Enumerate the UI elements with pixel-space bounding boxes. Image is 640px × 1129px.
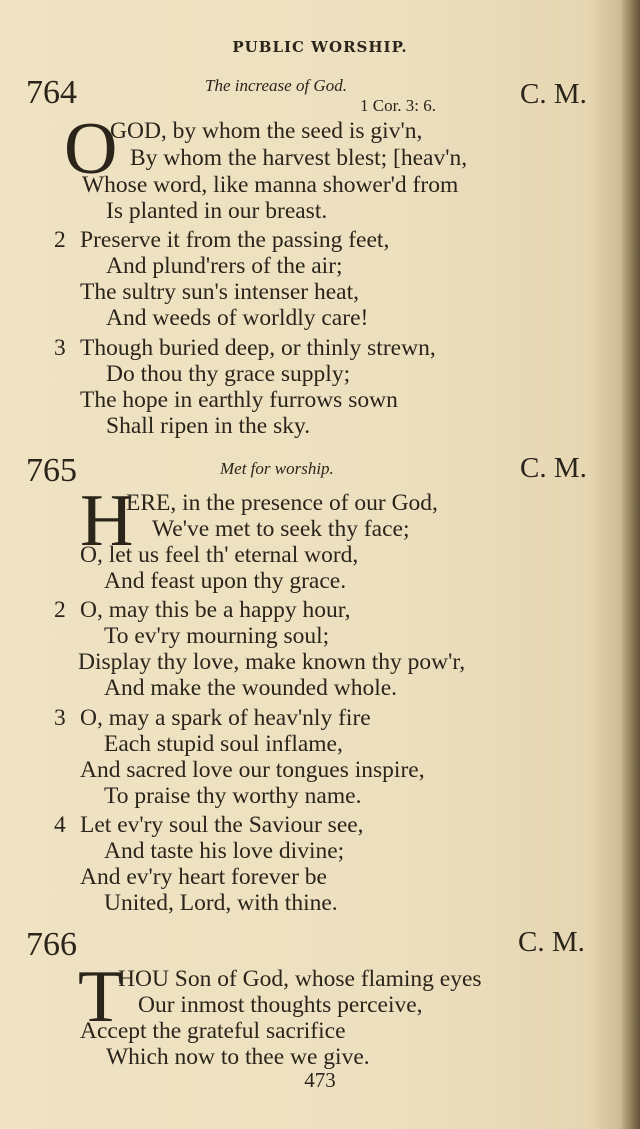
hymn-number-766: 766 bbox=[26, 926, 77, 963]
hymn-number-765: 765 bbox=[26, 452, 77, 489]
verse-line: Whose word, like manna shower'd from bbox=[82, 172, 459, 198]
verse-line: Display thy love, make known thy pow'r, bbox=[78, 649, 466, 675]
verse-line: Let ev'ry soul the Saviour see, bbox=[80, 812, 364, 838]
hymn-reference-764: 1 Cor. 3: 6. bbox=[360, 96, 437, 115]
verse-line: And plund'rers of the air; bbox=[106, 253, 343, 279]
verse-line: And feast upon thy grace. bbox=[104, 568, 347, 594]
page-edge-shadow bbox=[620, 0, 640, 1129]
verse-number: 2 bbox=[54, 227, 66, 253]
running-head: PUBLIC WORSHIP. bbox=[232, 38, 408, 56]
verse-line: ERE, in the presence of our God, bbox=[126, 490, 438, 516]
verse-line: By whom the harvest blest; [heav'n, bbox=[130, 145, 468, 171]
hymn-meter-765: C. M. bbox=[520, 452, 587, 484]
verse-line: And taste his love divine; bbox=[104, 838, 345, 864]
verse-line: HOU Son of God, whose flaming eyes bbox=[118, 966, 482, 992]
verse-line: Which now to thee we give. bbox=[106, 1044, 370, 1070]
verse-number: 4 bbox=[54, 812, 66, 838]
verse-line: To ev'ry mourning soul; bbox=[104, 623, 330, 649]
verse-line: O, may a spark of heav'nly fire bbox=[80, 705, 371, 731]
verse-line: We've met to seek thy face; bbox=[152, 516, 410, 542]
verse-number: 3 bbox=[54, 335, 66, 361]
drop-cap-764: O bbox=[64, 108, 118, 190]
page-number: 473 bbox=[304, 1068, 336, 1092]
hymn-meter-766: C. M. bbox=[518, 926, 585, 958]
drop-cap-766: T bbox=[78, 956, 124, 1038]
verse-line: And make the wounded whole. bbox=[104, 675, 398, 701]
verse-line: O, may this be a happy hour, bbox=[80, 597, 351, 623]
verse-line: Our inmost thoughts perceive, bbox=[138, 992, 423, 1018]
verse-number: 3 bbox=[54, 705, 66, 731]
verse-line: To praise thy worthy name. bbox=[104, 783, 362, 809]
verse-line: Preserve it from the passing feet, bbox=[80, 227, 390, 253]
hymn-number-764: 764 bbox=[26, 74, 77, 111]
verse-line: And ev'ry heart forever be bbox=[80, 864, 327, 890]
verse-line: Shall ripen in the sky. bbox=[106, 413, 311, 439]
verse-line: The hope in earthly furrows sown bbox=[80, 387, 398, 413]
verse-line: Is planted in our breast. bbox=[106, 198, 328, 224]
hymn-meter-764: C. M. bbox=[520, 78, 587, 110]
verse-line: O, let us feel th' eternal word, bbox=[80, 542, 359, 568]
verse-line: Accept the grateful sacrifice bbox=[80, 1018, 346, 1044]
verse-line: GOD, by whom the seed is giv'n, bbox=[110, 118, 423, 144]
drop-cap-765: H bbox=[80, 480, 134, 562]
verse-line: And sacred love our tongues inspire, bbox=[80, 757, 425, 783]
verse-line: United, Lord, with thine. bbox=[104, 890, 338, 916]
verse-line: Each stupid soul inflame, bbox=[104, 731, 343, 757]
verse-line: And weeds of worldly care! bbox=[106, 305, 369, 331]
hymn-title-765: Met for worship. bbox=[220, 459, 334, 478]
hymn-title-764: The increase of God. bbox=[205, 76, 347, 95]
verse-line: Do thou thy grace supply; bbox=[106, 361, 351, 387]
verse-line: The sultry sun's intenser heat, bbox=[80, 279, 359, 305]
verse-line: Though buried deep, or thinly strewn, bbox=[80, 335, 436, 361]
verse-number: 2 bbox=[54, 597, 66, 623]
